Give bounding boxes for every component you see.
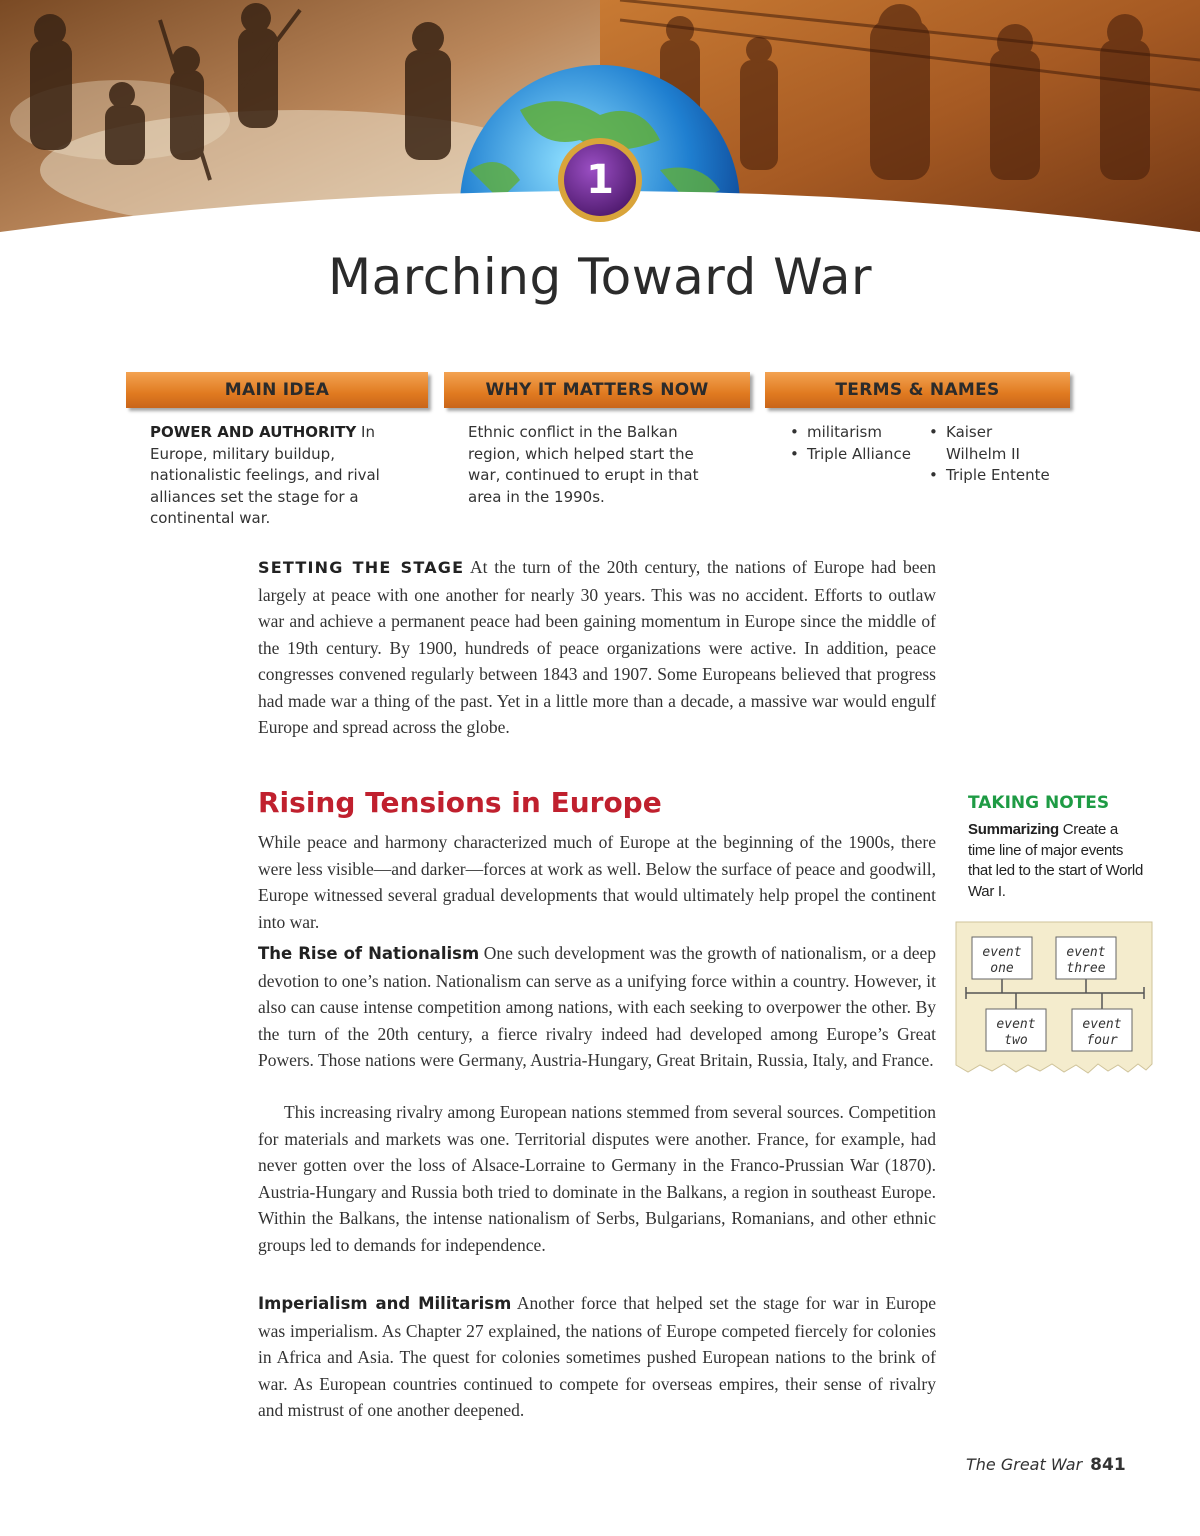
- nationalism-text: One such development was the growth of nationalism, or a deep devotion to one’s nation. Nationalism can serve as a unifying force within a country. However, it also can cause intense competition among nations, with each seeking to overpower the other. By the turn of the 20th century, a fierce rivalry indeed had developed among Europe’s Great Powers. Those nations were Germany, Austria-Hungary, Great Britain, Russia, Italy, and France.: [258, 943, 937, 1070]
- terms-list-left: [788, 422, 913, 465]
- term-kaiser-wilhelm[interactable]: • Kaiser Wilhelm II: [927, 422, 1057, 465]
- terms-list-right: [927, 422, 1057, 487]
- timeline-diagram: [952, 918, 1156, 1078]
- main-idea-text: [150, 422, 405, 530]
- page-number: 841: [1090, 1455, 1126, 1475]
- nationalism-subhead: The Rise of Nationalism: [258, 944, 480, 963]
- setting-the-stage-text: At the turn of the 20th century, the nations of Europe had been largely at peace with one another for nearly 30 years. This was no accident. Efforts to outlaw war and achieve a permanent peace had been gaining momentum in Europe since the middle of the 19th century. By 1900, hundreds of peace organizations were active. In addition, peace congresses convened regularly between 1843 and 1907. Some Europeans believed that progress had made war a thing of the past. Yet in a little more than a decade, a massive war would engulf Europe and spread across the globe.: [258, 557, 937, 737]
- why-it-matters-text: Ethnic conflict in the Balkan region, which helped start the war, continued to erupt in that area in the 1990s.: [468, 423, 699, 506]
- taking-notes-instructions: [968, 820, 1143, 902]
- imperialism-text: Another force that helped set the stage for war in Europe was imperialism. As Chapter 27 explained, the nations of Europe competed fiercely for colonies in Africa and Asia. The quest for colonies sometimes pushed European nations to the brink of war. As European countries continued to compete for overseas empires, their sense of rivalry and mistrust of one another deepened.: [258, 1293, 936, 1420]
- event-two-label-1: event: [996, 1017, 1036, 1032]
- main-idea-body: In Europe, military buildup, nationalistic feelings, and rival alliances set the stage for a continental war.: [150, 423, 380, 527]
- timeline-notes-card: [952, 918, 1156, 1078]
- setting-the-stage-paragraph: [258, 554, 936, 741]
- event-one-label-1: event: [982, 945, 1022, 960]
- nationalism-paragraph: [258, 940, 936, 1074]
- banner-illustration: [0, 0, 1200, 260]
- main-idea-header: MAIN IDEA: [126, 372, 428, 408]
- page-title: Marching Toward War: [327, 248, 873, 306]
- page-footer: [966, 1455, 1126, 1475]
- chapter-banner: [0, 0, 1200, 260]
- term-militarism[interactable]: • militarism: [788, 422, 913, 444]
- section-number-badge: 1: [586, 157, 614, 203]
- term-triple-alliance[interactable]: • Triple Alliance: [788, 444, 913, 466]
- rising-tensions-intro: While peace and harmony characterized much of Europe at the beginning of the 1900s, there were less visible—and darker—forces at work as well. Below the surface of peace and goodwill, Europe witnessed several gradual developments that would ultimately help propel the continent into war.: [258, 832, 936, 932]
- event-two-label-2: two: [1004, 1033, 1028, 1048]
- event-one-label-2: one: [990, 961, 1014, 976]
- setting-the-stage-label: SETTING THE STAGE: [258, 558, 465, 577]
- section-heading-rising-tensions: Rising Tensions in Europe: [258, 786, 662, 819]
- term-triple-entente[interactable]: • Triple Entente: [927, 465, 1057, 487]
- main-idea-lead: POWER AND AUTHORITY: [150, 423, 357, 441]
- rivalry-paragraph: This increasing rivalry among European nations stemmed from several sources. Competition for materials and markets was one. Territorial disputes were another. France, for example, had never gotten over the loss of Alsace-Lorraine to Germany in the Franco-Prussian War (1870). Austria-Hungary and Russia both tried to dominate in the Balkans, a region in southeast Europe. Within the Balkans, the intense nationalism of Serbs, Bulgarians, Romanians, and other ethnic groups led to demands for independence.: [258, 1102, 936, 1255]
- taking-notes-text: Create a time line of major events that led to the start of World War I.: [968, 821, 1143, 900]
- imperialism-paragraph: [258, 1290, 936, 1424]
- imperialism-subhead: Imperialism and Militarism: [258, 1294, 512, 1313]
- event-four-label-2: four: [1086, 1033, 1118, 1048]
- taking-notes-heading: TAKING NOTES: [968, 793, 1110, 813]
- event-four-label-1: event: [1082, 1017, 1122, 1032]
- footer-book-title: The Great War: [966, 1455, 1083, 1474]
- taking-notes-skill: Summarizing: [968, 821, 1059, 838]
- event-three-label-1: event: [1066, 945, 1106, 960]
- event-three-label-2: three: [1066, 961, 1106, 976]
- why-it-matters-header: WHY IT MATTERS NOW: [444, 372, 750, 408]
- terms-names-header: TERMS & NAMES: [765, 372, 1070, 408]
